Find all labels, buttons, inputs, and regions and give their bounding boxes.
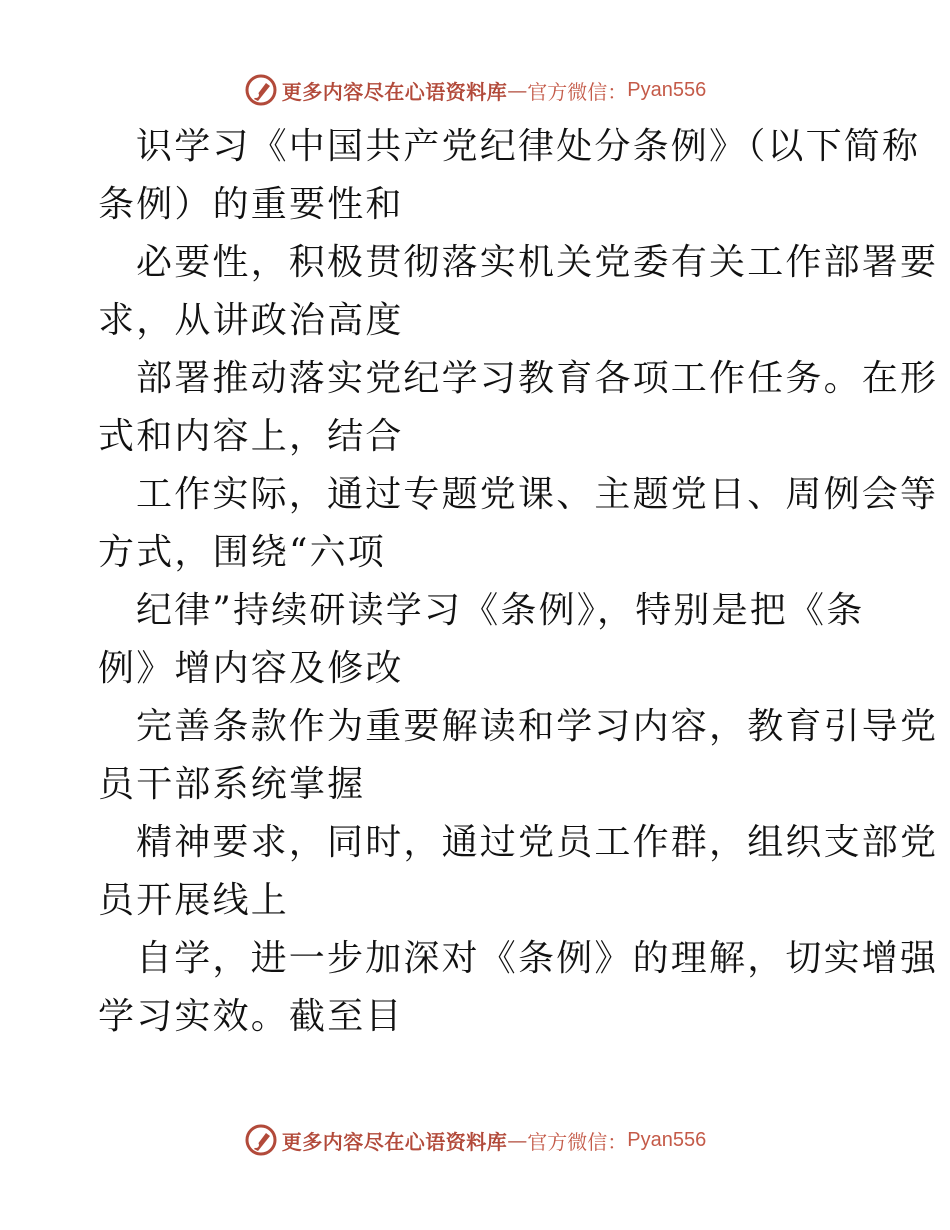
watermark-site-text: 更多内容尽在心语资料库 <box>281 1129 508 1154</box>
watermark-id: Pyan556 <box>627 78 707 101</box>
pen-logo-icon <box>244 73 278 107</box>
document-body <box>98 118 939 1046</box>
paragraph-continuation: 员干部系统掌握 <box>98 764 366 805</box>
watermark-dash: — <box>507 1128 528 1152</box>
watermark-brand: 官方微信： <box>527 1129 628 1154</box>
footer-watermark <box>0 1120 950 1160</box>
paragraph-continuation: 学习实效。截至目 <box>98 996 404 1037</box>
paragraph <box>98 466 939 582</box>
watermark-id: Pyan556 <box>627 1128 707 1151</box>
paragraph-first-line: 部署推动落实党纪学习教育各项工作任务。在形 <box>136 358 939 399</box>
paragraph-continuation: 方式，围绕“六项 <box>98 532 387 573</box>
paragraph-first-line: 必要性，积极贯彻落实机关党委有关工作部署要 <box>136 242 939 283</box>
paragraph-continuation: 式和内容上，结合 <box>98 416 404 457</box>
paragraph-first-line: 纪律”持续研读学习《条例》，特别是把《条 <box>136 590 865 631</box>
paragraph <box>98 234 939 350</box>
paragraph <box>98 814 939 930</box>
pen-logo-icon <box>244 1123 278 1157</box>
paragraph <box>98 350 939 466</box>
watermark-dash: — <box>507 78 528 102</box>
paragraph-first-line: 工作实际，通过专题党课、主题党日、周例会等 <box>136 474 939 515</box>
watermark-site-text: 更多内容尽在心语资料库 <box>281 79 508 104</box>
paragraph-first-line: 完善条款作为重要解读和学习内容，教育引导党 <box>136 706 939 747</box>
header-watermark <box>0 70 950 110</box>
paragraph-continuation: 例》增内容及修改 <box>98 648 404 689</box>
paragraph-first-line: 自学，进一步加深对《条例》的理解，切实增强 <box>136 938 939 979</box>
paragraph <box>98 930 939 1046</box>
paragraph <box>98 118 921 234</box>
paragraph-continuation: 求，从讲政治高度 <box>98 300 404 341</box>
paragraph-first-line: 精神要求，同时，通过党员工作群，组织支部党 <box>136 822 939 863</box>
paragraph <box>98 698 939 814</box>
paragraph-first-line: 识学习《中国共产党纪律处分条例》（以下简称 <box>136 126 921 167</box>
paragraph <box>98 582 865 698</box>
paragraph-continuation: 条例）的重要性和 <box>98 184 404 225</box>
watermark-brand: 官方微信： <box>527 79 628 104</box>
paragraph-continuation: 员开展线上 <box>98 880 290 921</box>
